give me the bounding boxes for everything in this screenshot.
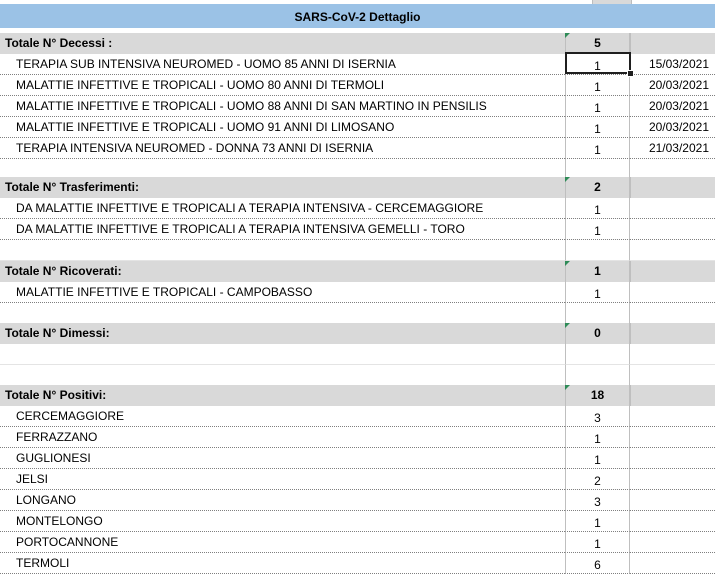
empty-cell[interactable] <box>630 511 715 532</box>
empty-cell[interactable] <box>630 261 715 282</box>
empty-cell[interactable] <box>630 198 715 219</box>
blank-row <box>0 240 715 261</box>
empty-cell[interactable] <box>565 344 630 365</box>
sheet-title[interactable]: SARS-CoV-2 Dettaglio <box>0 4 715 28</box>
section-header-dimessi <box>0 323 715 344</box>
table-row <box>0 427 715 448</box>
section-total[interactable]: 1 <box>565 261 630 282</box>
empty-cell[interactable] <box>630 553 715 574</box>
section-label[interactable]: Totale N° Ricoverati: <box>0 261 565 282</box>
section-total[interactable]: 18 <box>565 385 630 406</box>
row-count[interactable]: 1 <box>565 96 630 117</box>
comment-marker-icon <box>565 177 570 182</box>
row-label[interactable]: GUGLIONESI <box>0 448 565 469</box>
row-count[interactable]: 1 <box>565 54 630 75</box>
row-count[interactable]: 1 <box>565 117 630 138</box>
blank-row <box>0 365 715 386</box>
comment-marker-icon <box>565 385 570 390</box>
row-count[interactable]: 1 <box>565 427 630 448</box>
row-label[interactable]: MALATTIE INFETTIVE E TROPICALI - CAMPOBASSO <box>0 282 565 303</box>
section-label[interactable]: Totale N° Trasferimenti: <box>0 177 565 198</box>
empty-cell[interactable] <box>630 490 715 511</box>
row-label[interactable]: JELSI <box>0 469 565 490</box>
row-count[interactable]: 1 <box>565 511 630 532</box>
section-total[interactable]: 5 <box>565 33 630 54</box>
row-label[interactable]: TERAPIA SUB INTENSIVA NEUROMED - UOMO 85 ANNI DI ISERNIA <box>0 54 565 75</box>
empty-cell[interactable] <box>565 240 630 261</box>
empty-cell[interactable] <box>630 323 715 344</box>
section-total[interactable]: 2 <box>565 177 630 198</box>
section-header-decessi <box>0 33 715 54</box>
row-count[interactable]: 1 <box>565 448 630 469</box>
row-date[interactable]: 20/03/2021 <box>630 75 715 96</box>
row-label[interactable]: TERMOLI <box>0 553 565 574</box>
row-count[interactable]: 1 <box>565 75 630 96</box>
table-row <box>0 406 715 427</box>
table-row <box>0 75 715 96</box>
table-row <box>0 219 715 240</box>
empty-cell[interactable] <box>630 406 715 427</box>
table-row <box>0 96 715 117</box>
table-row <box>0 138 715 159</box>
empty-cell[interactable] <box>0 365 565 386</box>
selected-cell-outline <box>565 52 631 74</box>
row-label[interactable]: MALATTIE INFETTIVE E TROPICALI - UOMO 80 ANNI DI TERMOLI <box>0 75 565 96</box>
empty-cell[interactable] <box>565 365 630 386</box>
section-header-ricoverati <box>0 261 715 282</box>
row-label[interactable]: FERRAZZANO <box>0 427 565 448</box>
row-date[interactable]: 20/03/2021 <box>630 96 715 117</box>
empty-cell[interactable] <box>0 303 565 324</box>
table-row <box>0 469 715 490</box>
empty-cell[interactable] <box>0 344 565 365</box>
comment-marker-icon <box>565 261 570 266</box>
row-date[interactable]: 21/03/2021 <box>630 138 715 159</box>
row-label[interactable]: TERAPIA INTENSIVA NEUROMED - DONNA 73 ANNI DI ISERNIA <box>0 138 565 159</box>
empty-cell[interactable] <box>630 177 715 198</box>
section-label[interactable]: Totale N° Decessi : <box>0 33 565 54</box>
row-count[interactable]: 1 <box>565 198 630 219</box>
empty-cell[interactable] <box>630 427 715 448</box>
row-count[interactable]: 1 <box>565 532 630 553</box>
table-row <box>0 532 715 553</box>
empty-cell[interactable] <box>630 365 715 386</box>
empty-cell[interactable] <box>630 344 715 365</box>
table-row <box>0 511 715 532</box>
row-count[interactable]: 6 <box>565 553 630 574</box>
comment-marker-icon <box>565 33 570 38</box>
section-header-trasferimenti <box>0 177 715 198</box>
row-label[interactable]: MONTELONGO <box>0 511 565 532</box>
section-header-positivi <box>0 385 715 406</box>
empty-cell[interactable] <box>630 303 715 324</box>
table-row <box>0 198 715 219</box>
empty-cell[interactable] <box>630 469 715 490</box>
section-total[interactable]: 0 <box>565 323 630 344</box>
table-row <box>0 282 715 303</box>
empty-cell[interactable] <box>630 33 715 54</box>
empty-cell[interactable] <box>630 282 715 303</box>
empty-cell[interactable] <box>630 219 715 240</box>
section-label[interactable]: Totale N° Dimessi: <box>0 323 565 344</box>
row-count[interactable]: 2 <box>565 469 630 490</box>
row-date[interactable]: 20/03/2021 <box>630 117 715 138</box>
table-row <box>0 117 715 138</box>
empty-cell[interactable] <box>0 240 565 261</box>
table-row <box>0 553 715 574</box>
row-label[interactable]: CERCEMAGGIORE <box>0 406 565 427</box>
empty-cell[interactable] <box>630 532 715 553</box>
row-label[interactable]: PORTOCANNONE <box>0 532 565 553</box>
empty-cell[interactable] <box>630 240 715 261</box>
row-count[interactable]: 1 <box>565 138 630 159</box>
row-count[interactable]: 3 <box>565 490 630 511</box>
comment-marker-icon <box>565 323 570 328</box>
row-count[interactable]: 1 <box>565 282 630 303</box>
row-count[interactable]: 3 <box>565 406 630 427</box>
row-label[interactable]: DA MALATTIE INFETTIVE E TROPICALI A TERAPIA INTENSIVA GEMELLI - TORO <box>0 219 565 240</box>
table-row <box>0 448 715 469</box>
row-label[interactable]: LONGANO <box>0 490 565 511</box>
empty-cell[interactable] <box>630 385 715 406</box>
row-label[interactable]: MALATTIE INFETTIVE E TROPICALI - UOMO 91 ANNI DI LIMOSANO <box>0 117 565 138</box>
blank-row <box>0 344 715 365</box>
empty-cell[interactable] <box>565 303 630 324</box>
row-label[interactable]: DA MALATTIE INFETTIVE E TROPICALI A TERAPIA INTENSIVA - CERCEMAGGIORE <box>0 198 565 219</box>
row-count[interactable]: 1 <box>565 219 630 240</box>
section-label[interactable]: Totale N° Positivi: <box>0 385 565 406</box>
row-label[interactable]: MALATTIE INFETTIVE E TROPICALI - UOMO 88 ANNI DI SAN MARTINO IN PENSILIS <box>0 96 565 117</box>
empty-cell[interactable] <box>630 448 715 469</box>
table-row <box>0 490 715 511</box>
row-date[interactable]: 15/03/2021 <box>630 54 715 75</box>
fill-handle[interactable] <box>627 70 634 77</box>
blank-row <box>0 303 715 324</box>
